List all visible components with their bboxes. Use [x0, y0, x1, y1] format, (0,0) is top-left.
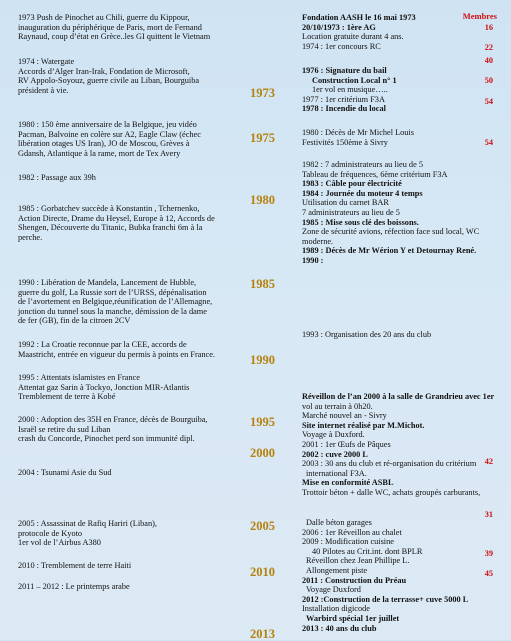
event-line: Accords d’Alger Iran-Irak, Fondation de Microsoft, — [18, 66, 190, 76]
club-line: Fondation AASH le 16 mai 1973 — [302, 13, 416, 22]
club-line: 2001 : 1er Œufs de Pâques — [302, 439, 391, 449]
club-2000 — [302, 392, 511, 498]
club-line: Dalle béton garages — [306, 518, 372, 527]
year-marker: 1980 — [250, 193, 275, 207]
club-line: Location gratuite durant 4 ans. — [302, 32, 404, 42]
event-line: Maastricht, entrée en vigueur du permis à points en France. — [18, 349, 215, 359]
member-count: 50 — [484, 76, 493, 85]
year-marker: 2000 — [250, 446, 275, 460]
club-line: Allongement piste — [306, 565, 368, 575]
event-line: 2004 : Tsunami Asie du Sud — [18, 468, 112, 477]
club-line: 40 Pilotes au Crit.int. dont BPLR — [312, 546, 423, 556]
year-marker: 2013 — [250, 627, 275, 641]
club-history-column — [302, 0, 511, 640]
event-line: 2010 : Tremblement de terre Haiti — [18, 561, 132, 570]
event-1990 — [18, 278, 250, 326]
event-line: guerre du golf, La Russie sort de l’URSS, dépénalisation — [18, 287, 207, 297]
club-line: Voyage à Duxford. — [302, 430, 365, 440]
club-line: 1982 : 7 administrateurs au lieu de 5 — [302, 160, 423, 169]
event-line: 1985 : Gorbatchev succède à Konstantin , Tchernenko, — [18, 204, 200, 213]
event-line: 1995 : Attentats islamistes en France — [18, 373, 140, 382]
member-count: 40 — [484, 56, 493, 65]
event-2004 — [18, 468, 250, 478]
event-line: 1990 : Libération de Mandela, Lancement de Hubble, — [18, 278, 197, 287]
club-1973 — [302, 13, 511, 51]
event-line: perche. — [18, 232, 43, 242]
club-line: Utilisation du carnet BAR — [302, 198, 389, 208]
event-line: 1980 : 150 ème anniversaire de la Belgique, jeu vidéo — [18, 120, 197, 129]
club-line: 2012 :Construction de la terrasse+ cuve 5000 L — [302, 594, 469, 604]
event-line: Israël se retire du sud Liban — [18, 424, 111, 434]
club-line: 2002 : cuve 2000 L — [302, 449, 368, 459]
club-line: Trottoir béton + dalle WC, achats groupés carburants, — [302, 487, 481, 497]
club-line: Festivités 150ème à Sivry — [302, 137, 388, 147]
club-line: 2011 : Construction du Préau — [302, 575, 407, 585]
club-line: vol au terrain à 0h20. — [302, 401, 373, 411]
club-line: Warbird spécial 1er juillet — [306, 613, 400, 623]
club-line: moderne. — [302, 236, 334, 246]
event-line: 1982 : Passage aux 39h — [18, 173, 96, 182]
club-line: 20/10/1973 : 1ère AG — [302, 22, 376, 32]
club-line: Site internet réalisé par M.Michot. — [302, 420, 425, 430]
event-1980 — [18, 120, 250, 158]
event-1992 — [18, 340, 250, 359]
members-header: Membres — [462, 11, 497, 21]
event-line: libération otages US Iran), JO de Moscou, Grèves à — [18, 139, 190, 149]
club-line: 2003 : 30 ans du club et ré-organisation du critérium — [302, 459, 477, 469]
club-line: Marché nouvel an - Sivry — [302, 411, 387, 421]
club-line: Réveillon chez Jean Phillipe L. — [306, 556, 410, 566]
club-line: 1993 : Organisation des 20 ans du club — [302, 330, 432, 339]
club-line: 2006 : 1er Réveillon au chalet — [302, 527, 402, 537]
year-markers-column — [250, 0, 302, 640]
member-count: 31 — [484, 510, 493, 519]
event-line: 2005 : Assassinat de Rafiq Hariri (Liban), — [18, 519, 157, 528]
event-1982 — [18, 173, 250, 183]
event-line: protocole de Kyoto — [18, 528, 83, 538]
club-2006 — [302, 518, 511, 633]
club-line: Réveillon de l’an 2000 à la salle de Grandrieu avec 1er — [302, 392, 495, 401]
club-line: Zone de sécurité avions, réfection face sud local, WC — [302, 227, 480, 237]
event-line: 2000 : Adoption des 35H en France, décès de Bourguiba, — [18, 415, 208, 424]
club-line: Tableau de fréquences, 6ème critérium F3A — [302, 169, 448, 179]
club-line: 1977 : 1er critérium F3A — [302, 94, 385, 104]
event-line: de l’avortement en Belgique,réunification de l’Allemagne, — [18, 297, 213, 307]
club-line: Installation digicode — [302, 604, 370, 614]
world-events-column — [18, 0, 250, 640]
year-marker: 1975 — [250, 131, 275, 145]
club-line: international F3A. — [306, 468, 367, 478]
club-line: 1985 : Mise sous clé des boissons. — [302, 217, 419, 227]
year-marker: 2005 — [250, 519, 275, 533]
club-line: 1974 : 1er concours RC — [302, 41, 381, 51]
event-line: 1974 : Watergate — [18, 57, 75, 66]
member-count: 54 — [484, 97, 493, 106]
event-line: de fer (GB), fin de la citroen 2CV — [18, 316, 131, 326]
event-line: Tremblement de terre à Kobé — [18, 392, 116, 402]
event-line: crash du Concorde, Pinochet perd son immunité dipl. — [18, 434, 195, 444]
event-line: Shengen, Découverte du Titanic, Bubka franchi 6m à la — [18, 223, 203, 233]
club-line: 1976 : Signature du bail — [302, 66, 387, 75]
club-1976 — [302, 66, 511, 114]
event-line: Gdansh, Atlantique à la rame, mort de Tex Avery — [18, 148, 181, 158]
event-line: Raynaud, coup d’état en Grèce..les GI quittent le Vietnam — [18, 32, 211, 42]
event-1985 — [18, 204, 250, 242]
event-2005 — [18, 519, 250, 548]
club-line: 1989 : Décès de Mr Wérion Y et Detournay René. — [302, 246, 477, 256]
member-count: 16 — [484, 23, 493, 32]
club-line: 2009 : Modification cuisine — [302, 537, 394, 547]
event-line: président à vie. — [18, 85, 69, 95]
event-2000 — [18, 415, 250, 444]
event-line: 1973 Push de Pinochet au Chili, guerre du Kippour, — [18, 13, 190, 22]
year-marker: 2010 — [250, 565, 275, 579]
club-1980 — [302, 128, 511, 147]
member-count: 39 — [484, 549, 493, 558]
event-line: RV Appolo-Soyouz, guerre civile au Liban, Bourguiba — [18, 76, 200, 86]
member-count: 45 — [484, 569, 493, 578]
club-line: 1980 : Décès de Mr Michel Louis — [302, 128, 414, 137]
club-line: 1er vol en musique….. — [312, 85, 388, 95]
club-line: Mise en conformité ASBL — [302, 478, 394, 488]
event-2011 — [18, 582, 250, 592]
year-marker: 1995 — [250, 415, 275, 429]
event-line: jonction du tunnel sous la manche, démission de la dame — [18, 306, 207, 316]
year-marker: 1990 — [250, 353, 275, 367]
club-line: 1983 : Câble pour électricité — [302, 179, 402, 189]
year-marker: 1985 — [250, 277, 275, 291]
event-line: 2011 – 2012 : Le printemps arabe — [18, 582, 130, 591]
club-line: Construction Local n° 1 — [312, 75, 397, 85]
event-1995 — [18, 373, 250, 402]
event-line: Attentat gaz Sarin à Tockyo, Jonction MIR-Atlantis — [18, 382, 190, 392]
club-line: 1990 : — [302, 255, 324, 265]
event-line: Action Directe, Drame du Heysel, Europe à 12, Accords de — [18, 213, 215, 223]
member-count: 54 — [484, 138, 493, 147]
event-line: Pacman, Balvoine en colère sur A2, Eagle Claw (échec — [18, 129, 201, 139]
member-count: 22 — [484, 43, 493, 52]
event-line: inauguration du périphérique de Paris, mort de Fernand — [18, 22, 202, 32]
event-line: 1992 : La Croatie reconnue par la CEE, accords de — [18, 340, 187, 349]
club-line: 1978 : Incendie du local — [302, 104, 386, 114]
club-1993 — [302, 330, 511, 340]
club-line: 1984 : Journée du moteur 4 temps — [302, 188, 423, 198]
club-1982 — [302, 160, 511, 266]
event-line: 1er vol de l’Airbus A380 — [18, 538, 101, 548]
member-count: 42 — [484, 457, 493, 466]
club-line: 2013 : 40 ans du club — [302, 623, 377, 633]
event-1973 — [18, 13, 250, 42]
club-line: 7 administrateurs au lieu de 5 — [302, 207, 400, 217]
club-line: Voyage Duxford — [306, 585, 361, 595]
event-1974 — [18, 57, 250, 95]
event-2010 — [18, 561, 250, 571]
year-marker: 1973 — [250, 86, 275, 100]
